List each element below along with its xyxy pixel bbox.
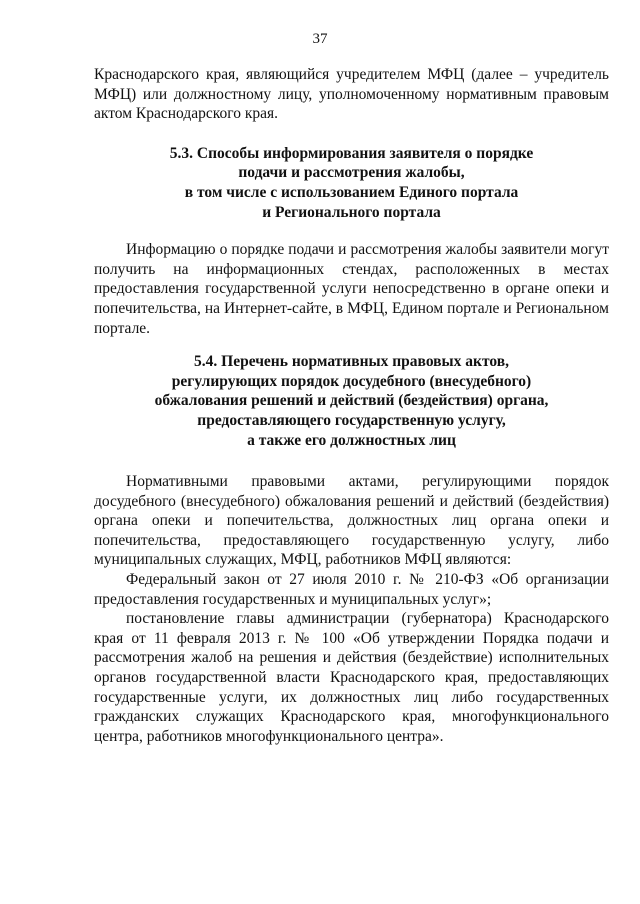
page-content: [94, 65, 609, 746]
heading-line: и Регионального портала: [262, 203, 441, 221]
heading-line: а также его должностных лиц: [247, 431, 456, 449]
section-5-4-paragraph-2: Федеральный закон от 27 июля 2010 г. № 210-ФЗ «Об организации предоставления государственных и муниципальных услуг»;: [94, 571, 609, 608]
heading-line: 5.3. Способы информирования заявителя о порядке: [169, 144, 534, 162]
section-5-4-paragraph-3: постановление главы администрации (губернатора) Краснодарского края от 11 февраля 2013 г. № 100 «Об утверждении Порядка подачи и рассмотрения жалоб на решения и действия (бездействие) исполнительных органов государственной власти Краснодарского края, предоставляющих государственные услуги, их должностных лиц либо государственных гражданских служащих Краснодарского края, многофункционального центра, работников многофункционального центра».: [94, 610, 609, 745]
page-number: 37: [312, 31, 328, 47]
section-5-4-heading: [94, 352, 609, 450]
heading-line: в том числе с использованием Единого портала: [184, 183, 519, 201]
section-5-3-paragraph: Информацию о порядке подачи и рассмотрения жалобы заявители могут получить на информационных стендах, расположенных в местах предоставления государственной услуги непосредственно в органе опеки и попечительства, на Интернет-сайте, в МФЦ, Едином портале и Региональном портале.: [94, 241, 609, 337]
heading-line: подачи и рассмотрения жалобы,: [238, 164, 465, 182]
heading-line: регулирующих порядок досудебного (внесудебного): [171, 372, 532, 390]
heading-line: обжалования решений и действий (бездействия) органа,: [154, 392, 549, 410]
section-5-3-heading: [94, 144, 609, 222]
section-5-4-paragraph-1: Нормативными правовыми актами, регулирующими порядок досудебного (внесудебного) обжалования решений и действий (бездействия) органа опеки и попечительства, должностных лиц органа опеки и попечительства, предоставляющего государственную услугу, либо муниципальных служащих, МФЦ, работников МФЦ являются:: [94, 473, 609, 569]
intro-paragraph: Краснодарского края, являющийся учредителем МФЦ (далее – учредитель МФЦ) или должностному лицу, уполномоченному нормативным правовым актом Краснодарского края.: [94, 66, 609, 123]
heading-line: предоставляющего государственную услугу,: [197, 411, 506, 429]
heading-line: 5.4. Перечень нормативных правовых актов,: [194, 353, 509, 371]
